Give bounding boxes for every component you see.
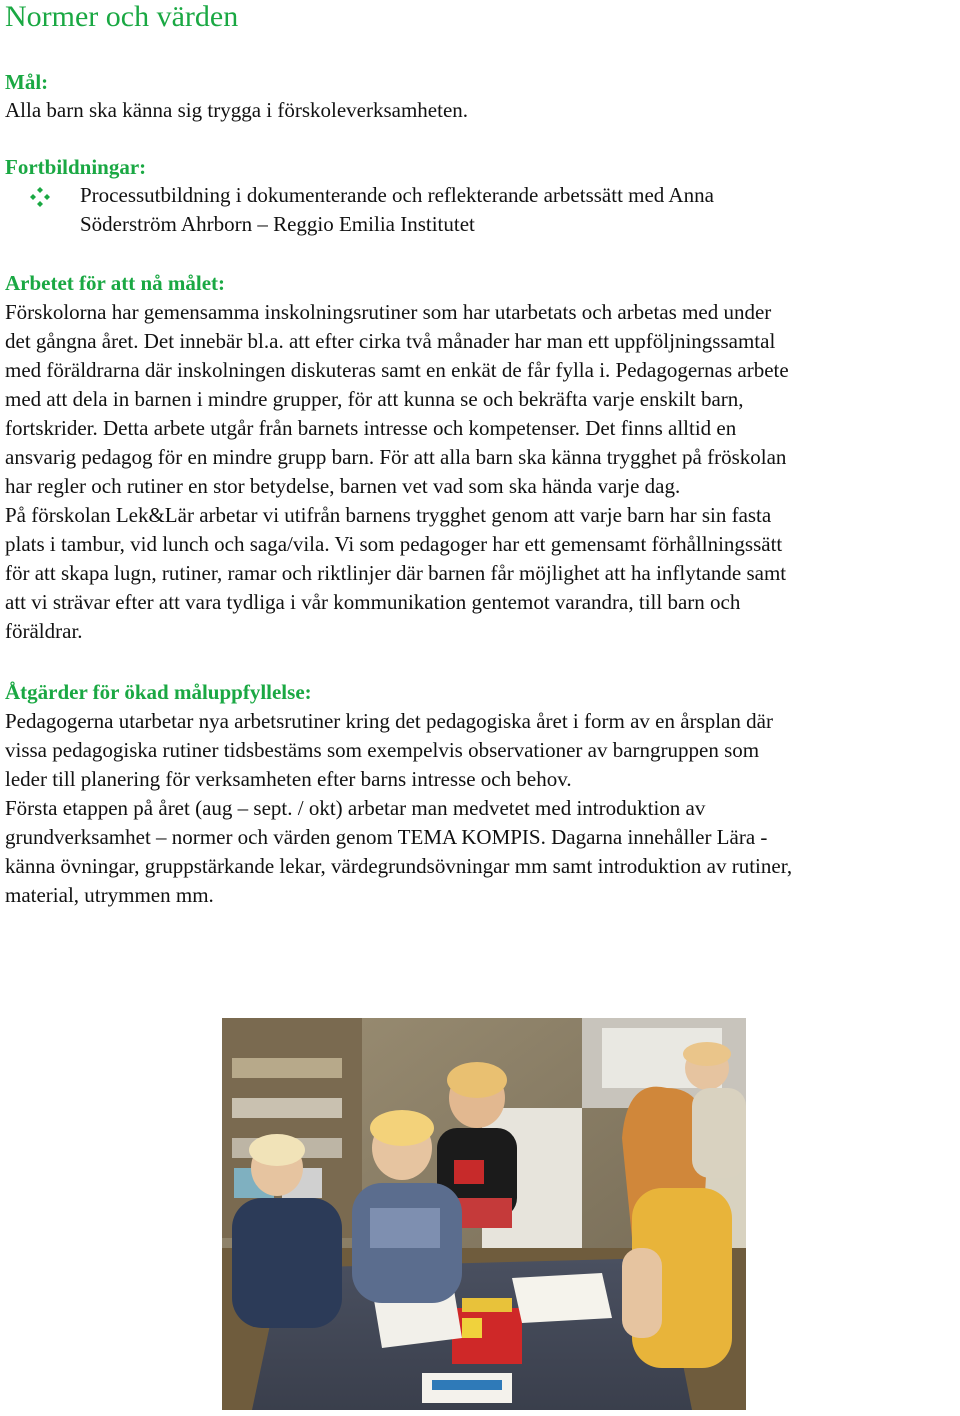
work-paragraph: [5, 298, 957, 646]
training-heading: Fortbildningar:: [5, 155, 147, 179]
actions-line: vissa pedagogiska rutiner tidsbestäms som exempelvis observationer av barngruppen som: [5, 738, 760, 762]
page-title: Normer och värden: [5, 0, 239, 33]
actions-heading: Åtgärder för ökad måluppfyllelse:: [5, 680, 312, 704]
work-line: ansvarig pedagog för en mindre grupp barn. För att alla barn ska känna trygghet på fröskolan: [5, 445, 787, 469]
actions-line: grundverksamhet – normer och värden genom TEMA KOMPIS. Dagarna innehåller Lära -: [5, 825, 768, 849]
work-line: Förskolorna har gemensamma inskolningsrutiner som har utarbetats och arbetas med under: [5, 300, 772, 324]
goal-heading: Mål:: [5, 70, 49, 94]
work-heading: Arbetet för att nå målet:: [5, 271, 226, 295]
actions-line: material, utrymmen mm.: [5, 883, 214, 907]
goal-text-line: Alla barn ska känna sig trygga i förskoleverksamheten.: [5, 98, 469, 122]
actions-line: leder till planering för verksamheten efter barns intresse och behov.: [5, 767, 572, 791]
training-bullet-line: Söderström Ahrborn – Reggio Emilia Institutet: [80, 212, 475, 236]
work-line: föräldrar.: [5, 619, 83, 643]
work-line: med att dela in barnen i mindre grupper, för att kunna se och bekräfta varje enskilt barn,: [5, 387, 744, 411]
work-line: att vi strävar efter att vara tydliga i vår kommunikation gentemot varandra, till barn och: [5, 590, 741, 614]
actions-line: känna övningar, gruppstärkande lekar, värdegrundsövningar mm samt introduktion av rutiner,: [5, 854, 793, 878]
training-bullet-text: [80, 181, 950, 239]
work-line: för att skapa lugn, rutiner, ramar och riktlinjer där barnen får möjlighet att ha inflytande samt: [5, 561, 787, 585]
classroom-photo: [222, 1018, 746, 1410]
actions-line: Pedagogerna utarbetar nya arbetsrutiner kring det pedagogiska året i form av en årsplan där: [5, 709, 773, 733]
work-line: med föräldrarna där inskolningen diskuteras samt en enkät de får fylla i. Pedagogernas arbete: [5, 358, 789, 382]
work-line: På förskolan Lek&Lär arbetar vi utifrån barnens trygghet genom att varje barn har sin fasta: [5, 503, 772, 527]
goal-text: [5, 96, 957, 125]
training-bullet-line: Processutbildning i dokumenterande och reflekterande arbetssätt med Anna: [80, 183, 714, 207]
actions-paragraph: [5, 707, 957, 910]
classroom-photo-illustration: [222, 1018, 746, 1410]
work-line: det gångna året. Det innebär bl.a. att efter cirka två månader har man ett uppföljningssamtal: [5, 329, 776, 353]
work-line: fortskrider. Detta arbete utgår från barnets intresse och kompetenser. Det finns alltid en: [5, 416, 737, 440]
work-line: har regler och rutiner en stor betydelse, barnen vet vad som ska hända varje dag.: [5, 474, 681, 498]
diamond-four-bullet-icon: [29, 186, 51, 208]
actions-line: Första etappen på året (aug – sept. / okt) arbetar man medvetet med introduktion av: [5, 796, 706, 820]
work-line: plats i tambur, vid lunch och saga/vila. Vi som pedagoger har ett gemensamt förhållningssätt: [5, 532, 783, 556]
